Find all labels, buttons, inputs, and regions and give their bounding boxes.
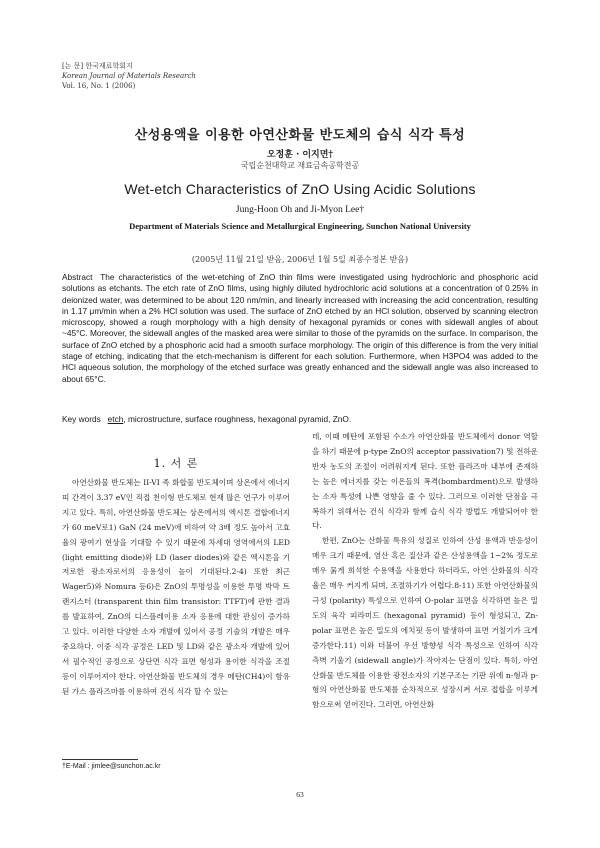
body-paragraph: 데, 이때 메탄에 포함된 수소가 아연산화물 반도체에서 donor 역할을 하기 때문에 p-type ZnO의 acceptor passivation7) 및 전하운반자 농도의 조절이 어려워지게 된다. 또한 플라즈마 내부에 존재하는 높은 에너지를 갖는 이온들의 폭격(bombardment)으로 발생하는 소자 특성에 나쁜 영향을 줄 수 있다. 그러므로 이러한 단점을 극복하기 위해서는 건식 식각과 함께 습식 식각 방법도 개발되어야 한다. <box>312 432 538 531</box>
keywords-label: Key words <box>62 414 101 424</box>
authors-english: Jung-Hoon Oh and Ji-Myon Lee† <box>235 205 365 215</box>
body-column-right <box>312 430 538 713</box>
page-number: 63 <box>296 790 304 799</box>
body-paragraph: 한편, ZnO는 산화물 특유의 성질로 인하여 산성 용액과 반응성이 매우 크기 때문에, 염산 혹은 질산과 같은 산성용액을 1~2% 정도로 매우 묽게 희석한 수용액을 사용한다 하더라도, 아연 산화물의 식각율은 매우 커지게 되며, 조절하기가 어렵다.8-11) 또한 아연산화물의 극성 (polarity) 특성으로 인하여 O-polar 표면을 식각하면 높은 밀도의 육각 피라미드 (hexagonal pyramid) 등이 형성되고, Zn-polar 표면은 높은 밀도의 에치핏 등이 발생하여 표면 거칠기가 크게 증가한다.11) 이와 더불어 우선 방향성 식각 특성으로 인하여 식각 측벽 기울기 (sidewall angle)가 작아지는 단점이 있다. 특히, 아연산화물 반도체를 이용한 광전소자의 기본구조는 기판 위에 n-형과 p-형의 아연산화물 반도체를 순차적으로 성장시켜 서로 접합을 이루게 함으로써 얻어진다. 그러면, 아연산화 <box>312 536 538 710</box>
authors-korean: 오정훈 · 이지면† <box>266 150 334 160</box>
footnote-email: †E-Mail : jimlee@sunchon.ac.kr <box>62 763 161 770</box>
journal-name-ko: [논 문] 한국재료학회지 <box>62 62 133 70</box>
keywords-rest: , microstructure, surface roughness, hexagonal pyramid, ZnO. <box>123 414 352 424</box>
affiliation-english: Department of Materials Science and Metallurgical Engineering, Sunchon National University <box>129 221 471 231</box>
journal-volume: Vol. 16, No. 1 (2006) <box>62 82 136 90</box>
abstract <box>62 272 538 385</box>
keyword-etch: etch <box>107 414 124 424</box>
affiliation-korean: 국립순천대학교 재료금속공학전공 <box>240 161 360 170</box>
abstract-text: The characteristics of the wet-etching of ZnO thin films were investigated using hydrochloric and phosphoric acid solutions as etchants. The etch rate of ZnO films, using highly diluted hydrochloric acid solutions at a concentration of 0.25% in deionized water, was determined to be about 120 nm/min, and linearly increased with increasing the acid concentration, resulting in 1.17 μm/min when a 2% HCl solution was used. The surface of ZnO etched by an HCl solution, observed by scanning electron microscopy, showed a rough morphology with a high density of hexagonal pyramids or cones with sidewall angles of about ~45°C. Moreover, the sidewall angles of the masked area were similar to those of the pyramids on the surface. In comparison, the surface of ZnO etched by a phosphoric acid had a smooth surface morphology. The origin of this difference is from the very initial stage of etching, indicating that the etch-mechanism is different for each solution. Furthermore, when H3PO4 was added to the HCl aqueous solution, the morphology of the etched surface was greatly enhanced and the sidewall angle was also increased to about 65°C. <box>62 272 538 384</box>
journal-name-en: Korean Journal of Materials Research <box>62 72 196 80</box>
title-korean: 산성용액을 이용한 아연산화물 반도체의 습식 식각 특성 <box>134 128 466 143</box>
section-heading-introduction: 1. 서 론 <box>153 457 199 470</box>
received-dates: (2005년 11월 21일 받음, 2006년 1월 5일 최종수정본 받음) <box>191 255 409 264</box>
abstract-label: Abstract <box>62 272 93 282</box>
journal-header <box>62 61 196 91</box>
body-paragraph: 아연산화물 반도체는 II-VI 족 화합물 반도체이며 상온에서 에너지 띠 간격이 3.37 eV인 직접 천이형 반도체로 현재 많은 연구가 이루어지고 있다. 특히, 아연산화물 반도체는 상온에서의 엑시톤 결합에너지가 60 meV로1) GaN (24 meV)에 비하여 약 3배 정도 높아서 고효율의 광여기 현상을 기대할 수 있기 때문에 차세대 영역에서의 LED (light emitting diode)와 LD (laser diodes)와 같은 엑시톤을 기저로한 광소자로서의 응용성이 높이 기대된다.2-4) 또한 최근 Wager5)와 Nomura 등6)은 ZnO의 투명성을 이용한 투명 박막 트랜지스터 (transparent thin film transistor: TTFT)에 관한 결과를 발표하여, ZnO의 디스플레이용 소자 응용에 대한 관심이 증가하고 있다. 이러한 다양한 소자 개발에 있어서 공정 기술의 개발은 매우 중요하다. 이중 식각 공정은 LED 및 LD와 같은 광소자 개발에 있어서 필수적인 공정으로 상단면 식각 표면 형성과 용이한 식각을 조절 등이 이루어져야 한다. 아연산화물 반도체의 경우 메탄(CH4)이 함유된 가스 플라즈마를 이용하여 건식 식각 할 수 있는 <box>62 478 290 696</box>
title-english: Wet-etch Characteristics of ZnO Using Acidic Solutions <box>124 181 476 197</box>
body-column-left <box>62 476 290 700</box>
footnote-rule <box>62 759 138 760</box>
keywords <box>62 414 351 424</box>
